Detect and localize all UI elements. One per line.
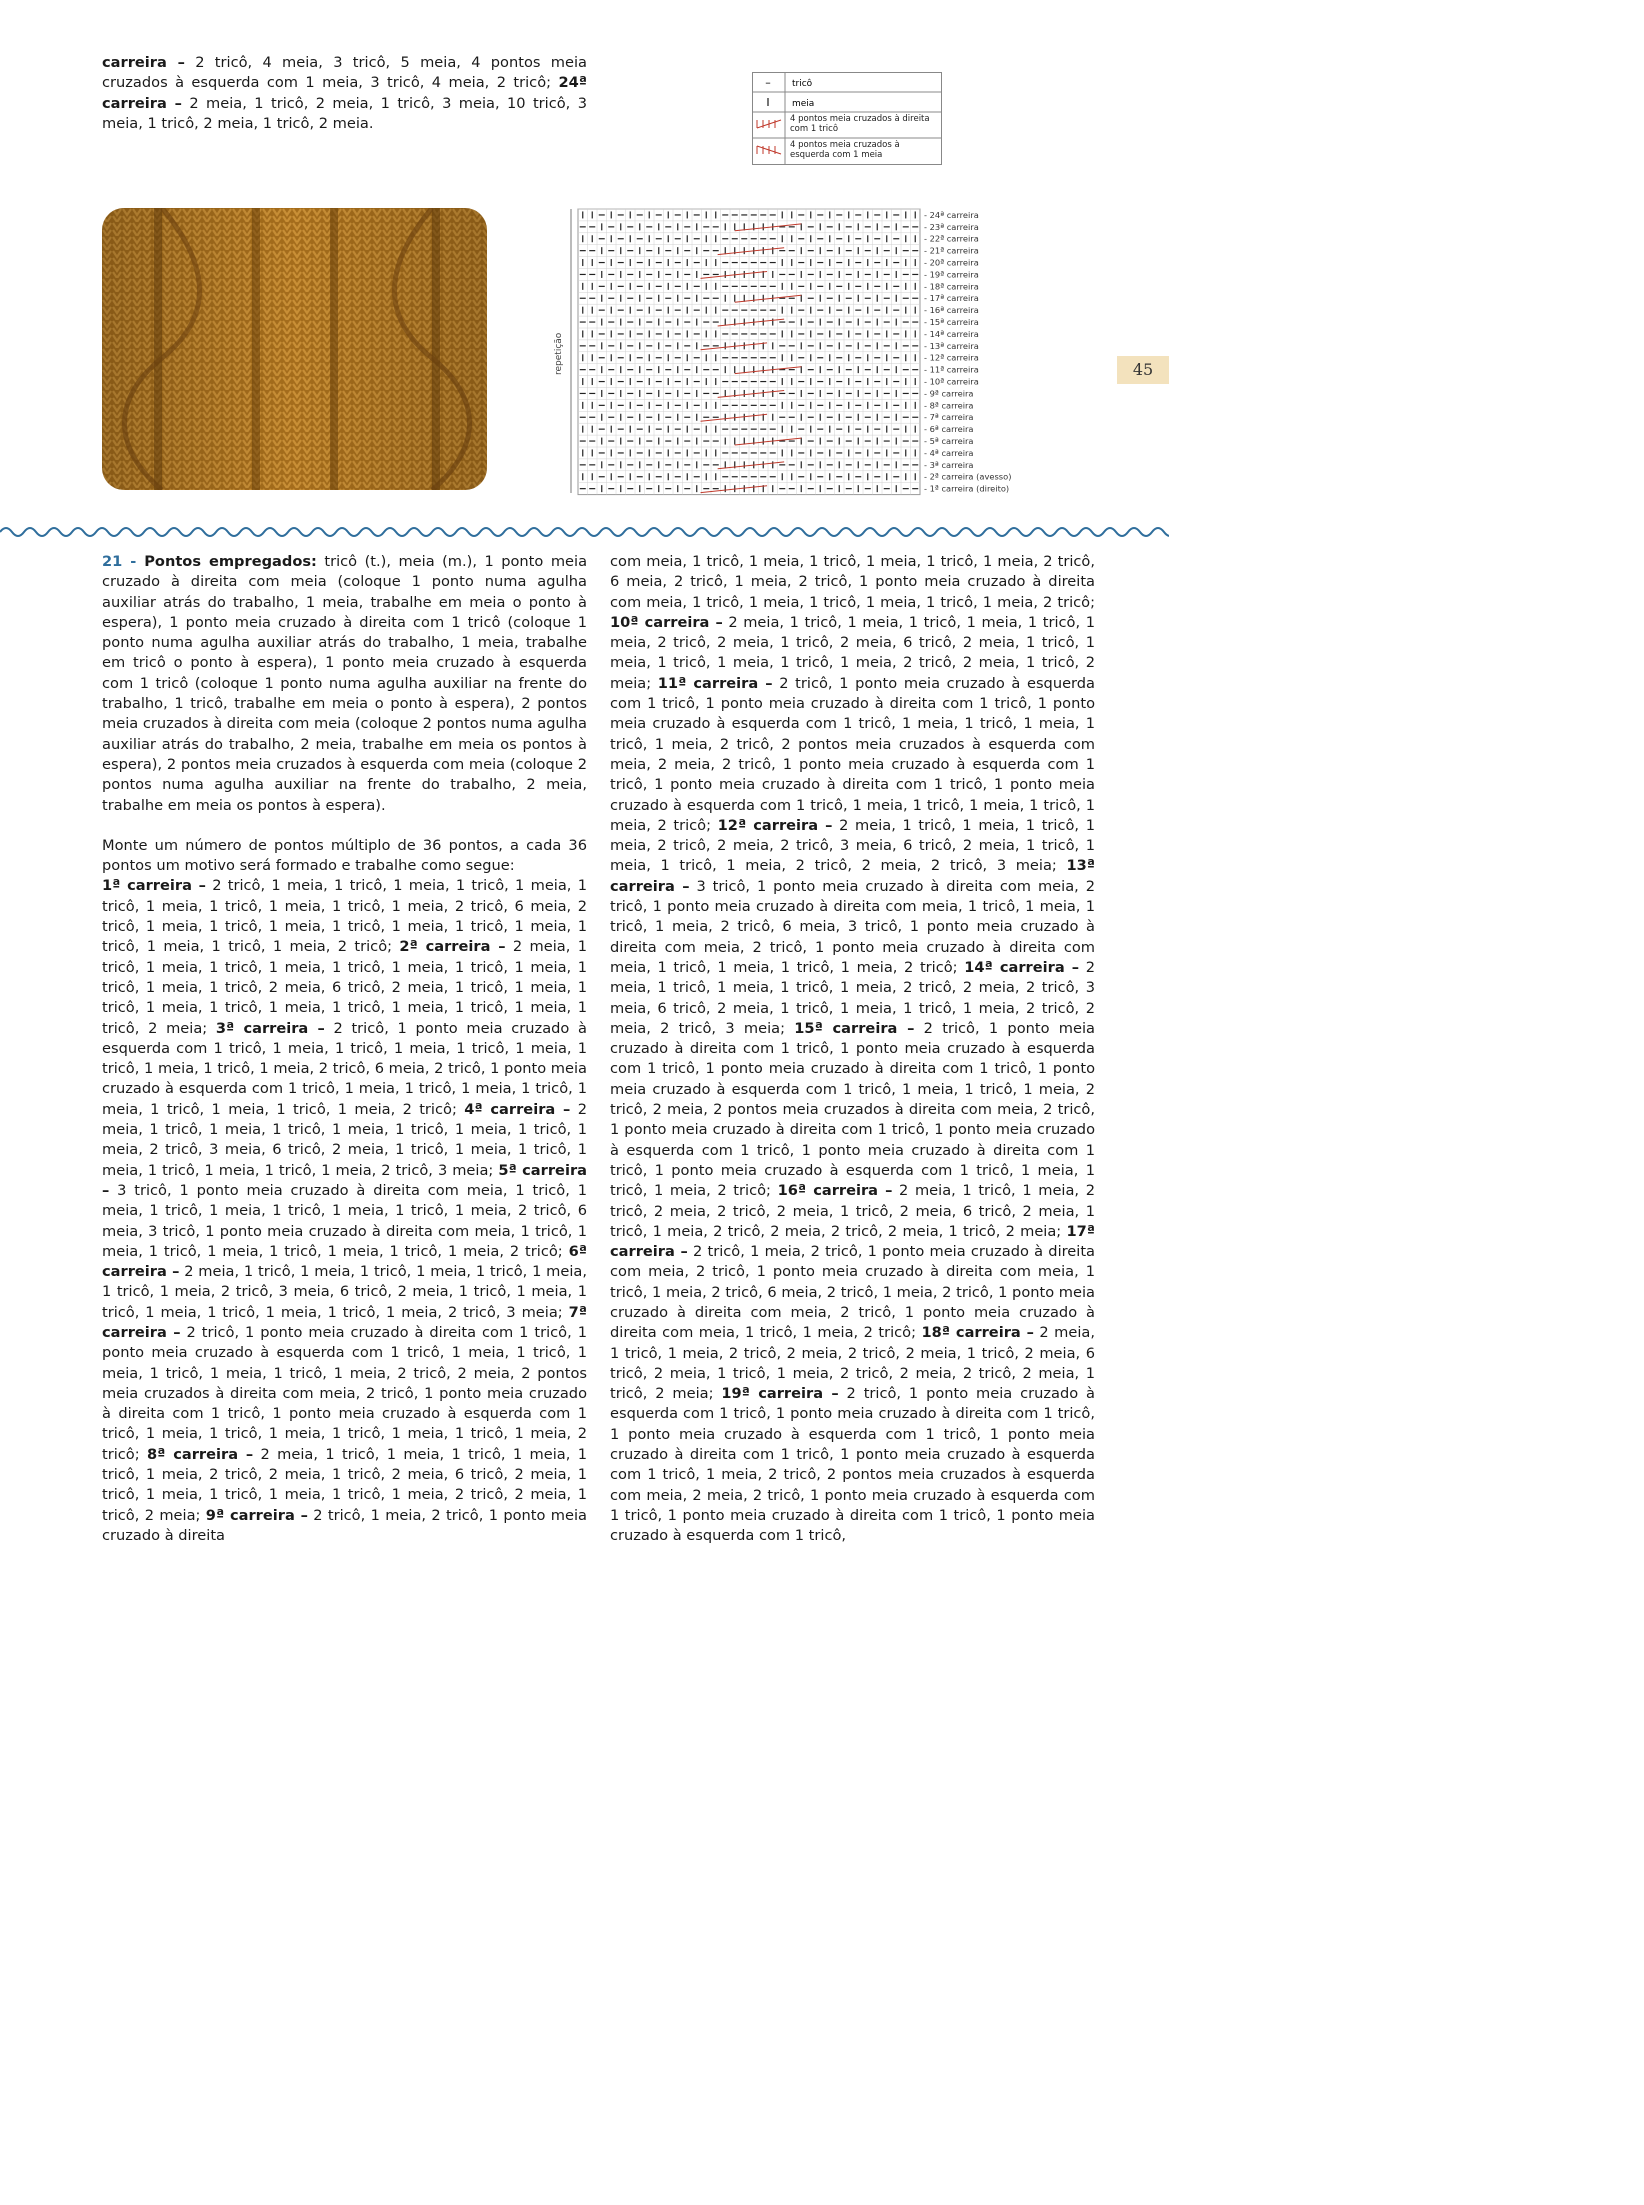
chart-row-label: - 14ª carreira	[924, 328, 979, 339]
top-continuation-text	[102, 53, 587, 134]
chart-row-label: - 6ª carreira	[924, 424, 974, 435]
row-label: 16ª carreira –	[777, 1182, 893, 1200]
chart-row-label: - 22ª carreira	[924, 233, 979, 244]
chart-row-label: - 7ª carreira	[924, 412, 974, 423]
chart-row-label: - 24ª carreira	[924, 209, 979, 220]
legend-symbol-knit: I	[766, 96, 770, 109]
row-text: 2 tricô, 1 ponto meia cruzado à esquerda com 1 tricô, 1 meia, 1 tricô, 1 meia, 1 tricô, 1 meia, 1 tricô, 1 meia, 1 tricô, 1 meia, 2 tricô, 6 meia, 2 tricô, 1 ponto meia cruzado à esquerda com 1 tricô, 1 meia, 1 tricô, 1 meia, 1 tricô, 1 meia, 1 tricô, 1 meia, 1 tricô, 1 meia, 2 tricô;	[102, 1019, 587, 1118]
row-text: 2 meia, 1 tricô, 1 meia, 1 tricô, 1 meia, 2 tricô, 2 meia, 2 tricô, 3 meia, 6 tricô, 2 meia, 1 tricô, 1 meia, 1 tricô, 1 meia, 2 tricô, 2 meia, 2 tricô, 3 meia;	[610, 816, 1095, 875]
legend-label-knit: meia	[792, 99, 815, 109]
chart-row-label: - 13ª carreira	[924, 340, 979, 351]
chart-row-label: - 16ª carreira	[924, 305, 979, 316]
chart-row-label: - 18ª carreira	[924, 281, 979, 292]
row-text: 2 tricô, 1 meia, 1 tricô, 1 meia, 1 tricô, 1 meia, 1 tricô, 1 meia, 1 tricô, 1 meia, 1 tricô, 1 meia, 2 tricô, 6 meia, 2 tricô, 1 meia, 1 tricô, 1 meia, 1 tricô, 1 meia, 1 tricô, 1 meia, 1 tricô, 1 meia, 1 tricô, 1 meia, 2 tricô;	[102, 877, 587, 956]
row-text: 2 meia, 1 tricô, 1 meia, 1 tricô, 1 meia, 1 tricô, 1 meia, 2 tricô, 2 meia, 1 tricô, 2 meia, 6 tricô, 2 meia, 1 tricô, 1 meia, 1 tricô, 1 meia, 1 tricô, 1 meia, 2 tricô, 2 meia, 1 tricô, 2 meia;	[610, 613, 1095, 692]
row-label: 6ª carreira –	[102, 1242, 587, 1281]
chart-row-label: - 8ª carreira	[924, 400, 974, 411]
row-text: 2 meia, 1 tricô, 1 meia, 1 tricô, 1 meia, 1 tricô, 1 meia, 1 tricô, 1 meia, 1 tricô, 1 meia, 1 tricô, 2 meia, 6 tricô, 2 meia, 1 tricô, 1 meia, 1 tricô, 1 meia, 1 tricô, 1 meia, 1 tricô, 1 meia, 1 tricô, 1 meia, 1 tricô, 2 meia;	[102, 938, 588, 1037]
chart-row-label: - 20ª carreira	[924, 257, 979, 268]
row-text: 2 tricô, 1 meia, 2 tricô, 1 ponto meia cruzado à direita	[102, 1506, 587, 1544]
chart-row-label: - 17ª carreira	[924, 293, 979, 304]
wavy-divider	[0, 520, 1169, 544]
row-text: 2 meia, 1 tricô, 1 meia, 1 tricô, 1 meia, 1 tricô, 1 meia, 1 tricô, 1 meia, 2 tricô, 3 meia, 6 tricô, 2 meia, 1 tricô, 1 meia, 1 tricô, 1 meia, 1 tricô, 1 meia, 1 tricô, 1 meia, 2 tricô, 3 meia;	[102, 1263, 588, 1321]
row-label: 3ª carreira –	[215, 1019, 325, 1037]
chart-row-label: - 21ª carreira	[924, 245, 979, 256]
row-text: 2 meia, 1 tricô, 1 meia, 2 tricô, 2 meia, 2 tricô, 2 meia, 1 tricô, 2 meia, 6 tricô, 2 meia, 1 tricô, 1 meia, 2 tricô, 2 meia, 2 tricô, 2 meia, 1 tricô, 2 meia;	[610, 1324, 1095, 1403]
chart-row-label: - 23ª carreira	[924, 221, 979, 232]
chart-row-label: - 19ª carreira	[924, 269, 979, 280]
chart-row-label: - 3ª carreira	[924, 459, 974, 470]
row-text: 2 meia, 1 tricô, 1 meia, 1 tricô, 1 meia, 1 tricô, 1 meia, 1 tricô, 1 meia, 2 tricô, 3 meia, 6 tricô, 2 meia, 1 tricô, 1 meia, 1 tricô, 1 meia, 1 tricô, 1 meia, 1 tricô, 1 meia, 2 tricô, 3 meia;	[102, 1100, 587, 1179]
row-text: 2 meia, 1 tricô, 2 meia, 1 tricô, 3 meia, 10 tricô, 3 meia, 1 tricô, 2 meia, 1 tricô, 2 meia.	[102, 94, 588, 132]
pattern-number: 21 -	[102, 553, 137, 570]
row-label: 9ª carreira –	[205, 1506, 308, 1524]
row-text: 2 meia, 1 tricô, 1 meia, 1 tricô, 1 meia, 2 tricô, 2 meia, 2 tricô, 3 meia, 6 tricô, 2 meia, 1 tricô, 1 meia, 1 tricô, 1 meia, 2 tricô, 2 meia, 2 tricô, 3 meia;	[610, 958, 1095, 1037]
chart-grid	[578, 209, 920, 495]
row-text: com meia, 1 tricô, 1 meia, 1 tricô, 1 meia, 1 tricô, 1 meia, 2 tricô, 6 meia, 2 tricô, 1 meia, 2 tricô, 1 ponto meia cruzado à direita com meia, 1 tricô, 1 meia, 1 tricô, 1 meia, 1 tricô, 1 meia, 2 tricô;	[610, 553, 1095, 611]
row-text: 3 tricô, 1 ponto meia cruzado à direita com meia, 1 tricô, 1 meia, 1 tricô, 1 meia, 1 tricô, 1 meia, 1 tricô, 1 meia, 2 tricô, 6 meia, 3 tricô, 1 ponto meia cruzado à direita com meia, 1 tricô, 1 meia, 1 tricô, 1 meia, 1 tricô, 1 meia, 1 tricô, 1 meia, 2 tricô;	[102, 1181, 587, 1260]
row-label: 5ª carreira –	[102, 1161, 587, 1199]
legend-symbol-purl: –	[765, 76, 771, 89]
row-label: 10ª carreira –	[610, 613, 723, 631]
row-label: 18ª carreira –	[921, 1324, 1034, 1342]
chart-row-label: - 5ª carreira	[924, 436, 974, 446]
row-text: 2 meia, 1 tricô, 1 meia, 2 tricô, 2 meia, 2 tricô, 2 meia, 1 tricô, 2 meia, 6 tricô, 2 meia, 1 tricô, 1 meia, 2 tricô, 2 meia, 2 tricô, 2 meia, 1 tricô, 2 meia;	[610, 1182, 1095, 1240]
row-label: 19ª carreira –	[721, 1385, 839, 1403]
page-number: 45	[1117, 356, 1169, 384]
row-text: 2 tricô, 1 ponto meia cruzado à direita com 1 tricô, 1 ponto meia cruzado à esquerda com 1 tricô, 1 meia, 1 tricô, 1 meia, 1 tricô, 1 meia, 1 tricô, 1 meia, 2 tricô, 2 meia, 2 pontos meia cruzados à direita com meia, 2 tricô, 1 ponto meia cruzado à direita com 1 tricô, 1 ponto meia cruzado à esquerda com 1 tricô, 1 meia, 1 tricô, 1 meia, 1 tricô, 1 meia, 1 tricô, 1 meia, 2 tricô;	[102, 1323, 587, 1463]
row-text: 2 tricô, 1 ponto meia cruzado à esquerda com 1 tricô, 1 ponto meia cruzado à direita com 1 tricô, 1 ponto meia cruzado à esquerda com 1 tricô, 1 ponto meia cruzado à direita com 1 tricô, 1 ponto meia cruzado à esquerda com 1 tricô, 1 meia, 2 tricô, 2 pontos meia cruzados à esquerda com meia, 2 meia, 2 tricô, 1 ponto meia cruzado à esquerda com 1 tricô, 1 ponto meia cruzado à direita com 1 tricô, 1 ponto meia cruzado à esquerda com 1 tricô,	[610, 1385, 1095, 1545]
row-label: carreira –	[102, 54, 185, 71]
row-label: 2ª carreira –	[399, 938, 506, 956]
row-label: 11ª carreira –	[657, 674, 773, 692]
row-text: 2 tricô, 4 meia, 3 tricô, 5 meia, 4 pontos meia cruzados à esquerda com 1 meia, 3 tricô, 4 meia, 2 tricô;	[102, 54, 587, 92]
stitches-used-paragraph	[102, 552, 587, 816]
row-label: 17ª carreira –	[610, 1222, 1095, 1261]
chart-legend	[752, 72, 942, 165]
chart-row-label: - 2ª carreira (avesso)	[924, 471, 1012, 482]
legend-label-cross-right: 4 pontos meia cruzados à direita com 1 tricô	[790, 114, 930, 134]
instructions-left-column	[102, 552, 587, 1546]
row-text: 2 tricô, 1 ponto meia cruzado à direita com 1 tricô, 1 ponto meia cruzado à esquerda com 1 tricô, 1 ponto meia cruzado à direita com 1 tricô, 1 ponto meia cruzado à esquerda com 1 tricô, 1 meia, 1 tricô, 1 meia, 2 tricô, 2 meia, 2 pontos meia cruzados à direita com meia, 2 tricô, 1 ponto meia cruzado à direita com 1 tricô, 1 ponto meia cruzado à esquerda com 1 tricô, 1 ponto meia cruzado à direita com 1 tricô, 1 ponto meia cruzado à esquerda com 1 tricô, 1 meia, 1 tricô, 1 meia, 2 tricô;	[610, 1019, 1095, 1200]
cast-on-paragraph: Monte um número de pontos múltiplo de 36 pontos, a cada 36 pontos um motivo será formado e trabalhe como segue:	[102, 836, 587, 875]
row-text: 2 tricô, 1 meia, 2 tricô, 1 ponto meia cruzado à direita com meia, 2 tricô, 1 ponto meia cruzado à direita com meia, 1 tricô, 1 meia, 2 tricô, 6 meia, 2 tricô, 1 meia, 2 tricô, 1 ponto meia cruzado à direita com meia, 2 tricô, 1 ponto meia cruzado à direita com meia, 1 tricô, 1 meia, 2 tricô;	[610, 1243, 1095, 1342]
chart-row-label: - 10ª carreira	[924, 376, 979, 387]
row-text: 3 tricô, 1 ponto meia cruzado à direita com meia, 2 tricô, 1 ponto meia cruzado à direita com meia, 1 tricô, 1 meia, 1 tricô, 1 meia, 2 tricô, 6 meia, 3 tricô, 1 ponto meia cruzado à direita com meia, 2 tricô, 1 ponto meia cruzado à direita com meia, 1 tricô, 1 meia, 1 tricô, 1 meia, 2 tricô;	[610, 877, 1095, 976]
row-label: 7ª carreira –	[102, 1303, 587, 1341]
row-label: 1ª carreira –	[102, 877, 206, 895]
row-label: 8ª carreira –	[147, 1445, 254, 1463]
knitting-chart	[548, 203, 1018, 498]
row-label: 24ª carreira –	[102, 74, 587, 112]
row-label: 13ª carreira –	[610, 857, 1095, 895]
legend-label-purl: tricô	[792, 79, 813, 89]
row-label: 14ª carreira –	[964, 958, 1080, 976]
knitted-swatch-photo	[102, 208, 487, 490]
page	[0, 0, 1169, 1544]
repeat-label: repetição	[554, 332, 564, 375]
chart-row-label: - 11ª carreira	[924, 364, 979, 375]
chart-row-label: - 1ª carreira (direito)	[924, 483, 1010, 494]
section-text: tricô (t.), meia (m.), 1 ponto meia cruzado à direita com meia (coloque 1 ponto numa agulha auxiliar atrás do trabalho, 1 meia, trabalhe em meia o ponto à espera), 1 ponto meia cruzado à direita com 1 tricô (coloque 1 ponto numa agulha auxiliar atrás do trabalho, 1 meia, trabalhe em tricô o ponto à espera), 1 ponto meia cruzado à esquerda com 1 tricô (coloque 1 ponto numa agulha auxiliar na frente do trabalho, 1 tricô, trabalhe em meia o ponto à espera), 2 pontos meia cruzados à direita com meia (coloque 2 pontos numa agulha auxiliar atrás do trabalho, 2 meia, trabalhe em meia os pontos à espera), 2 pontos meia cruzados à esquerda com meia (coloque 2 pontos numa agulha auxiliar na frente do trabalho, 2 meia, trabalhe em meia os pontos à espera).	[102, 553, 588, 814]
row-text: 2 tricô, 1 ponto meia cruzado à esquerda com 1 tricô, 1 ponto meia cruzado à direita com 1 tricô, 1 ponto meia cruzado à esquerda com 1 tricô, 1 meia, 1 tricô, 1 meia, 1 tricô, 1 meia, 2 tricô, 2 pontos meia cruzados à esquerda com meia, 2 meia, 2 tricô, 1 ponto meia cruzado à esquerda com 1 tricô, 1 ponto meia cruzado à direita com 1 tricô, 1 ponto meia cruzado à esquerda com 1 tricô, 1 meia, 1 tricô, 1 meia, 1 tricô, 1 meia, 2 tricô;	[610, 674, 1096, 834]
rows-paragraph	[102, 876, 587, 1546]
chart-row-label: - 12ª carreira	[924, 352, 979, 363]
instructions-right-column	[610, 552, 1095, 1547]
chart-row-label: - 9ª carreira	[924, 388, 974, 399]
chart-row-labels	[924, 210, 1011, 494]
row-text: 2 meia, 1 tricô, 1 meia, 1 tricô, 1 meia, 1 tricô, 1 meia, 2 tricô, 2 meia, 1 tricô, 2 meia, 6 tricô, 2 meia, 1 tricô, 1 meia, 1 tricô, 1 meia, 1 tricô, 1 meia, 2 tricô, 2 meia, 1 tricô, 2 meia;	[102, 1445, 588, 1524]
section-label: Pontos empregados:	[136, 553, 317, 570]
row-label: 12ª carreira –	[717, 816, 833, 834]
chart-row-label: - 15ª carreira	[924, 317, 979, 327]
chart-row-label: - 4ª carreira	[924, 447, 974, 458]
row-label: 4ª carreira –	[464, 1100, 571, 1118]
row-label: 15ª carreira –	[794, 1019, 915, 1037]
legend-label-cross-left: 4 pontos meia cruzados à esquerda com 1 meia	[790, 140, 900, 160]
